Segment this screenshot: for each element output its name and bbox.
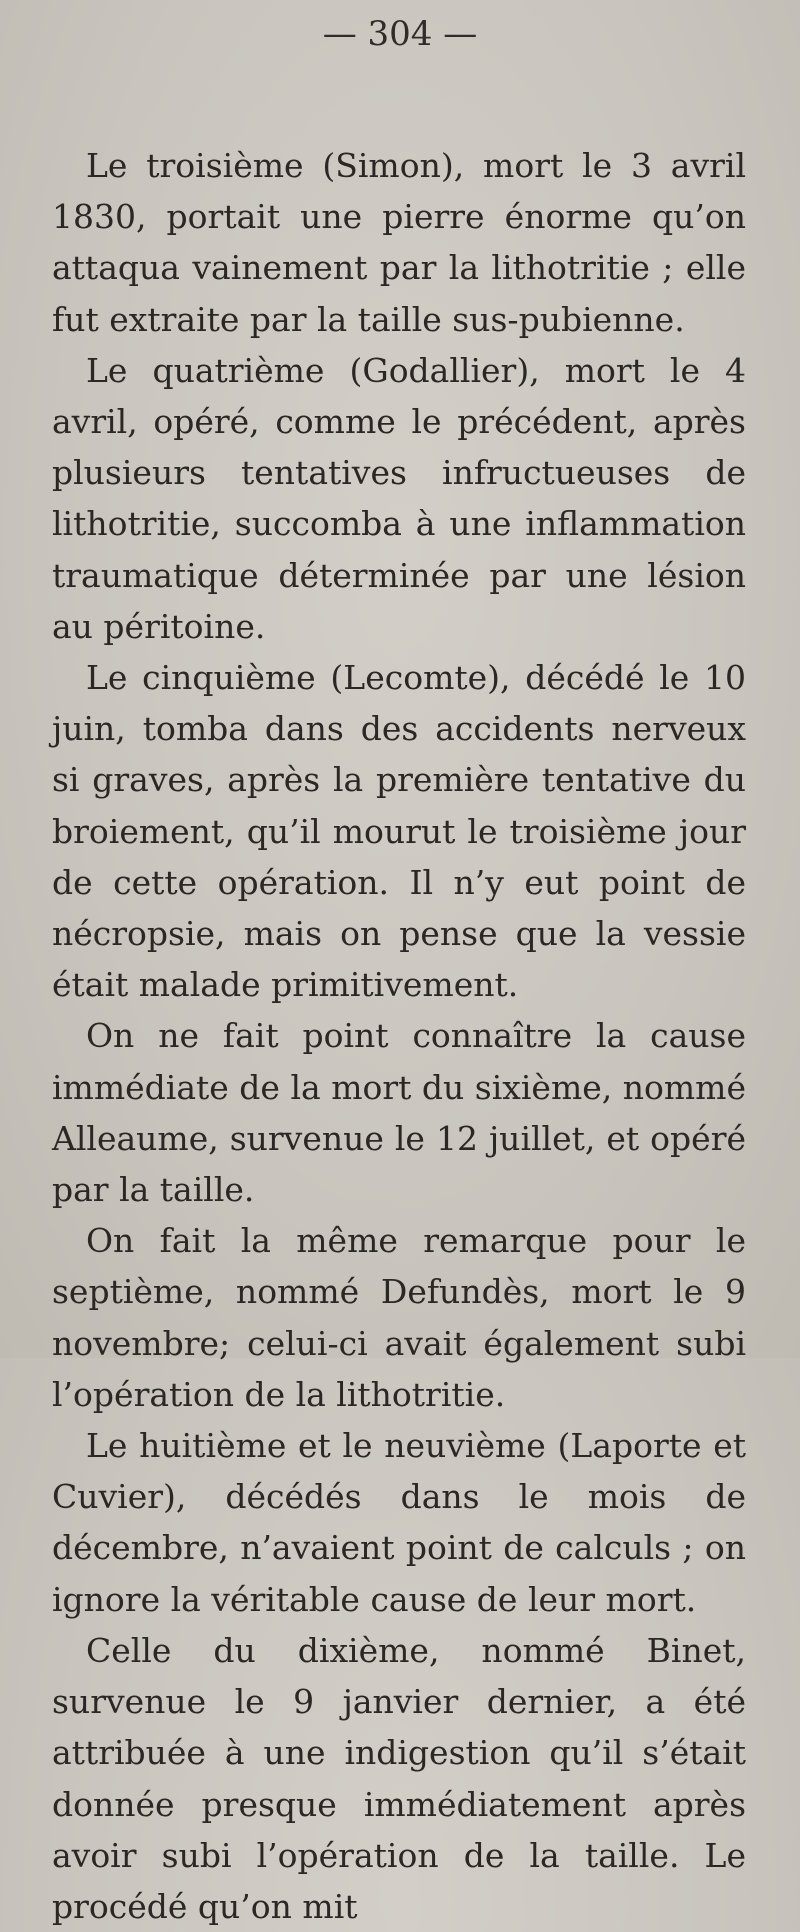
paragraph-alleaume: On ne fait point connaître la cause immédiate de la mort du sixième, nommé Alleaume, survenue le 12 juillet, et opéré par la taille. (52, 1016, 746, 1210)
paragraph-binet: Celle du dixième, nommé Binet, survenue le 9 janvier dernier, a été attribuée à une indigestion qu’il s’était donnée presque immédiatement après avoir subi l’opération de la taille. Le procédé qu’on mit (52, 1630, 746, 1926)
page-number: — 304 — (322, 14, 478, 54)
paragraph-simon: Le troisième (Simon), mort le 3 avril 1830, portait une pierre énorme qu’on attaqua vainement par la lithotritie ; elle fut extraite par la taille sus-pubienne. (52, 146, 746, 339)
body-text (52, 140, 746, 1932)
paragraph-godallier: Le quatrième (Godallier), mort le 4 avril, opéré, comme le précédent, après plusieurs tentatives infructueuses de lithotritie, succomba à une inflammation traumatique déterminée par une lésion au péritoine. (52, 350, 746, 646)
paragraph-defundes: On fait la même remarque pour le septième, nommé Defundès, mort le 9 novembre; celui-ci avait également subi l’opération de la lithotritie. (52, 1221, 746, 1414)
paragraph-laporte-cuvier: Le huitième et le neuvième (Laporte et Cuvier), décédés dans le mois de décembre, n’avaient point de calculs ; on ignore la véritable cause de leur mort. (52, 1426, 746, 1619)
paragraph-lecomte: Le cinquième (Lecomte), décédé le 10 juin, tomba dans des accidents nerveux si graves, après la première tentative du broiement, qu’il mourut le troisième jour de cette opération. Il n’y eut point de nécropsie, mais on pense que la vessie était malade primitivement. (52, 658, 746, 1005)
